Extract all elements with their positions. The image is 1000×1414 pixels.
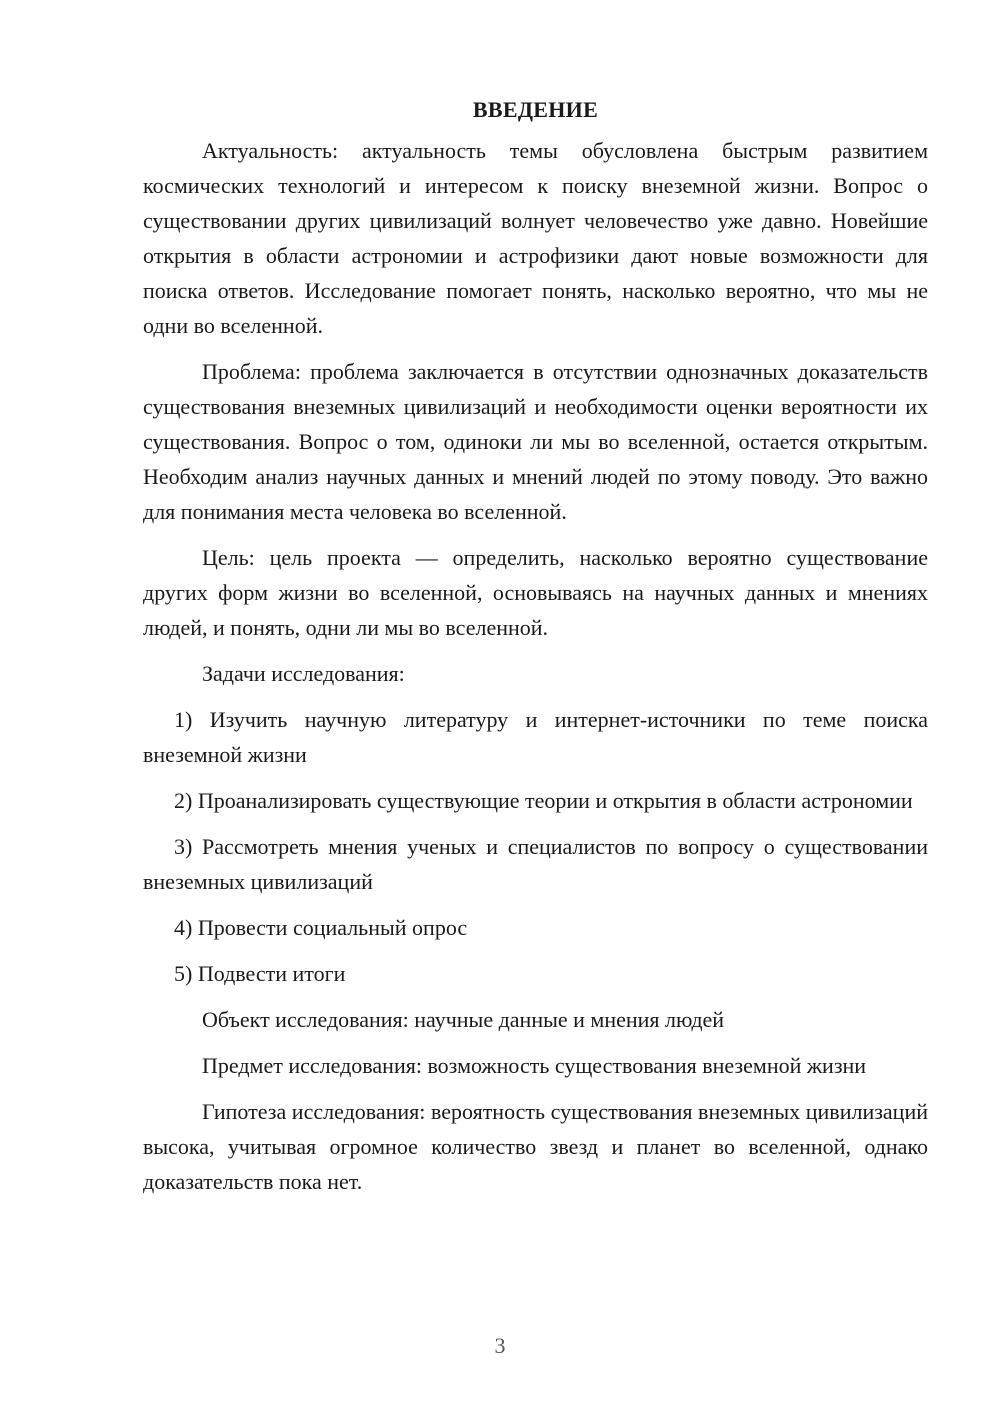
- task-item: 2) Проанализировать существующие теории и открытия в области астрономии: [174, 788, 913, 813]
- document-page: [143, 95, 928, 1210]
- goal-paragraph: Цель: цель проекта — определить, насколько вероятно существование других форм жизни во вселенной, основываясь на научных данных и мнениях людей, и понять, одни ли мы во вселенной.: [143, 545, 928, 640]
- object-paragraph: Объект исследования: научные данные и мнения людей: [202, 1007, 725, 1032]
- page-title: ВВЕДЕНИЕ: [472, 97, 599, 122]
- task-item: 1) Изучить научную литературу и интернет-источники по теме поиска внеземной жизни: [143, 707, 928, 767]
- task-item: 3) Рассмотреть мнения ученых и специалистов по вопросу о существовании внеземных цивилизаций: [143, 834, 928, 894]
- task-item: 4) Провести социальный опрос: [174, 915, 468, 940]
- problem-paragraph: Проблема: проблема заключается в отсутствии однозначных доказательств существования внеземных цивилизаций и необходимости оценки вероятности их существования. Вопрос о том, одиноки ли мы во вселенной, остается открытым. Необходим анализ научных данных и мнений людей по этому поводу. Это важно для понимания места человека во вселенной.: [143, 359, 928, 524]
- hypothesis-paragraph: Гипотеза исследования: вероятность существования внеземных цивилизаций высока, учитывая огромное количество звезд и планет во вселенной, однако доказательств пока нет.: [143, 1099, 928, 1194]
- relevance-paragraph: Актуальность: актуальность темы обусловлена быстрым развитием космических технологий и интересом к поиску внеземной жизни. Вопрос о существовании других цивилизаций волнует человечество уже давно. Новейшие открытия в области астрономии и астрофизики дают новые возможности для поиска ответов. Исследование помогает понять, насколько вероятно, что мы не одни во вселенной.: [143, 138, 928, 338]
- tasks-heading: Задачи исследования:: [202, 661, 405, 686]
- task-item: 5) Подвести итоги: [174, 961, 346, 986]
- subject-paragraph: Предмет исследования: возможность существования внеземной жизни: [202, 1053, 867, 1078]
- page-number: 3: [494, 1333, 506, 1358]
